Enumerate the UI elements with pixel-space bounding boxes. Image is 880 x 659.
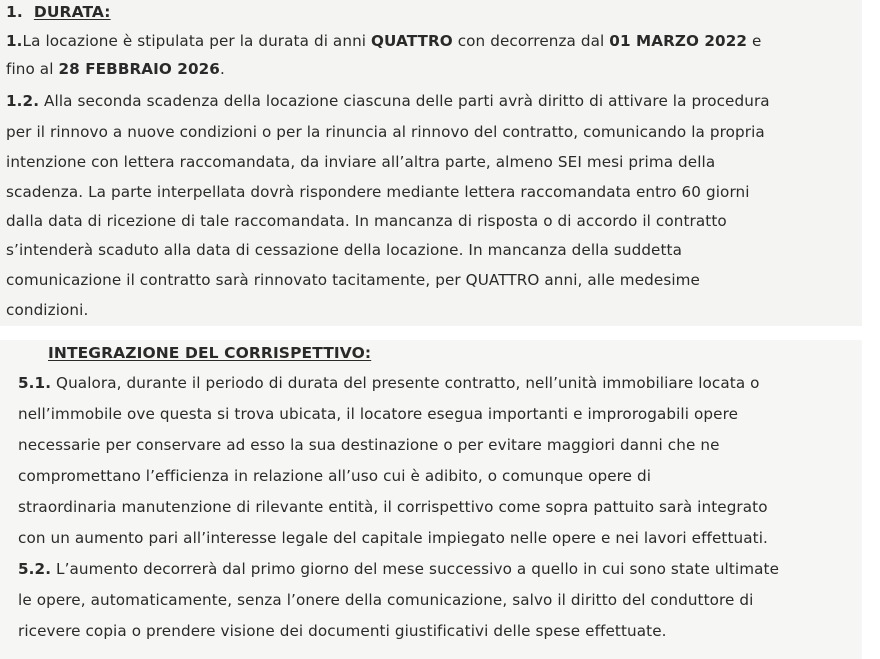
section-title: DURATA: (33, 3, 111, 21)
section-number: 1. (6, 3, 23, 21)
clause-1-2-line-2: per il rinnovo a nuove condizioni o per la rinuncia al rinnovo del contratto, comunicando la propria (6, 123, 765, 141)
clause-5-1-line-1 (18, 374, 760, 392)
clause-5-1-line-3: necessarie per conservare ad esso la sua destinazione o per evitare maggiori danni che ne (18, 436, 720, 454)
clause-5-2-line-1 (18, 560, 779, 578)
clause-1-2-line-7: comunicazione il contratto sarà rinnovato tacitamente, per QUATTRO anni, alle medesime (6, 271, 701, 289)
clause-number: 1.2. (6, 92, 40, 110)
section-heading-integrazione: INTEGRAZIONE DEL CORRISPETTIVO: (48, 344, 372, 362)
clause-number: 1. (6, 32, 23, 50)
clause-text: Alla seconda scadenza della locazione ciascuna delle parti avrà diritto di attivare la procedura (44, 92, 770, 110)
clause-text: fino al (6, 60, 59, 78)
clause-text: L’aumento decorrerà dal primo giorno del mese successivo a quello in cui sono state ultimate (56, 560, 780, 578)
start-date: 01 MARZO 2022 (609, 32, 748, 50)
clause-number: 5.2. (18, 560, 52, 578)
duration-years: QUATTRO (371, 32, 453, 50)
end-date: 28 FEBBRAIO 2026 (58, 60, 220, 78)
clause-5-1-line-4: compromettano l’efficienza in relazione all’uso cui è adibito, o comunque opere di (18, 467, 652, 485)
clause-5-1-line-6: con un aumento pari all’interesse legale del capitale impiegato nelle opere e nei lavori effettuati. (18, 529, 768, 547)
section-heading-durata (6, 3, 111, 21)
clause-5-1-line-2: nell’immobile ove questa si trova ubicata, il locatore esegua importanti e improrogabili opere (18, 405, 739, 423)
clause-1-2-line-5: dalla data di ricezione di tale raccomandata. In mancanza di risposta o di accordo il contratto (6, 212, 727, 230)
clause-1-2-line-3: intenzione con lettera raccomandata, da inviare all’altra parte, almeno SEI mesi prima della (6, 153, 716, 171)
clause-text: . (219, 60, 225, 78)
clause-5-2-line-3: ricevere copia o prendere visione dei documenti giustificativi delle spese effettuate. (18, 622, 667, 640)
clause-text: con decorrenza dal (452, 32, 610, 50)
clause-number: 5.1. (18, 374, 52, 392)
clause-1-2-line-4: scadenza. La parte interpellata dovrà rispondere mediante lettera raccomandata entro 60 giorni (6, 183, 750, 201)
clause-1-2-line-8: condizioni. (6, 301, 89, 319)
clause-text: e (747, 32, 762, 50)
clause-5-1-line-5: straordinaria manutenzione di rilevante entità, il corrispettivo come sopra pattuito sarà integrato (18, 498, 768, 516)
clause-text: La locazione è stipulata per la durata di anni (22, 32, 372, 50)
clause-text: Qualora, durante il periodo di durata del presente contratto, nell’unità immobiliare locata o (56, 374, 760, 392)
clause-1-2-line-6: s’intenderà scaduto alla data di cessazione della locazione. In mancanza della suddetta (6, 241, 683, 259)
clause-1-line-2 (6, 60, 225, 78)
clause-1-line-1 (6, 32, 761, 50)
clause-5-2-line-2: le opere, automaticamente, senza l’onere della comunicazione, salvo il diritto del conduttore di (18, 591, 754, 609)
clause-1-2-line-1 (6, 92, 848, 110)
